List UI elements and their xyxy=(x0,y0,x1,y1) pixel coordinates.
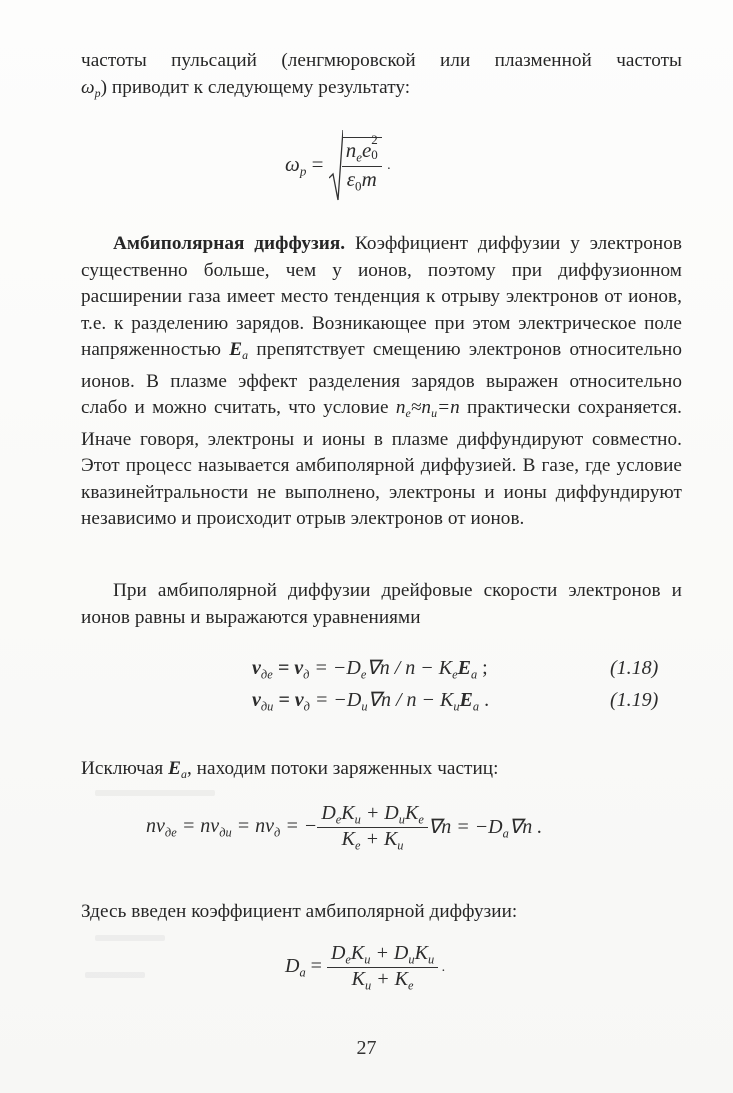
coefficient-fraction: $\frac{D_eK_и + D_иK_и}{K_и + K_e}$ xyxy=(327,942,438,994)
formula1-lhs: $\omega_p$ = xyxy=(285,152,324,179)
equation-1-18: $v_{де} = v_д = -D_e\nabla n / n - K_eE_a$ ; xyxy=(252,657,488,682)
formula-particle-fluxes: $nv_{де} = nv_{ди} = nv_д$ = − $\frac{D_eK_и + D_иK_e}{K_e + K_и}$ $\nabla n = -D_a\nabla n$ . xyxy=(146,802,543,853)
sqrt-fraction: $n_ee$ 2 0 $\varepsilon_0m$ xyxy=(342,137,382,194)
bleed-through-mark xyxy=(95,935,165,941)
paragraph-intro xyxy=(81,48,682,106)
bleed-through-mark xyxy=(85,972,145,978)
formula-plasma-frequency xyxy=(285,128,391,204)
paragraph-ambipolar xyxy=(81,231,682,533)
equation-1-19: $v_{ди} = v_д = -D_и\nabla n / n - K_иE_a$ . xyxy=(252,689,490,714)
paragraph-ambipolar-text: Амбиполярная диффузия. Коэффициент диффузии у электронов существенно больше, чем у ионов, поэтому при диффузионном расширении газа имеет место тенденция к отрыву электронов от ионов, т.е. к разделению зарядов. Возникающее при этом электрическое поле напряженностью $E_a$ препятствует смещению электронов относительно ионов. В плазме эффект разделения зарядов выражен относительно слабо и можно считать, что условие $n_e\approx n_и=n$ практически сохраняется. Иначе говоря, электроны и ионы в плазме диффундируют совместно. Этот процесс называется амбиполярной диффузией. В газе, где условие квазинейтральности не выполнено, электроны и ионы диффундируют независимо и происходит отрыв электронов от ионов. xyxy=(81,233,682,530)
flux-fraction: $\frac{D_eK_и + D_иK_e}{K_e + K_и}$ xyxy=(317,802,428,854)
omega-symbol: ω xyxy=(81,76,95,98)
heading-ambipolar-diffusion: Амбиполярная диффузия. xyxy=(113,233,346,254)
bleed-through-mark xyxy=(95,790,215,796)
equation-number-1-19: (1.19) xyxy=(610,689,659,711)
radical-icon xyxy=(329,128,343,204)
paragraph-intro-rest: ) приводит к следующему результату: xyxy=(100,76,411,98)
sqrt-sign xyxy=(329,128,382,204)
paragraph-coefficient xyxy=(81,899,682,926)
page-number: 27 xyxy=(356,1037,377,1059)
paragraph-drift-text: При амбиполярной диффузии дрейфовые скорости электронов и ионов равны и выражаются уравнениями xyxy=(81,580,682,628)
formula1-period: . xyxy=(387,158,391,173)
omega-subscript: p xyxy=(94,85,101,100)
paragraph-drift xyxy=(81,578,682,631)
formula-ambipolar-coefficient: $D_a$ = $\frac{D_eK_и + D_иK_и}{K_и + K_e}$ . xyxy=(285,942,446,993)
paragraph-intro-line1: частоты пульсаций (ленгмюровской или плазменной частоты xyxy=(81,50,682,71)
paragraph-intro-line2 xyxy=(81,75,682,107)
paragraph-excluding-text: Исключая $E_a$, находим потоки заряженных частиц: xyxy=(81,758,499,782)
equation-number-1-18: (1.18) xyxy=(610,657,659,679)
paragraph-excluding xyxy=(81,756,682,788)
paragraph-coefficient-text: Здесь введен коэффициент амбиполярной диффузии: xyxy=(81,901,518,922)
